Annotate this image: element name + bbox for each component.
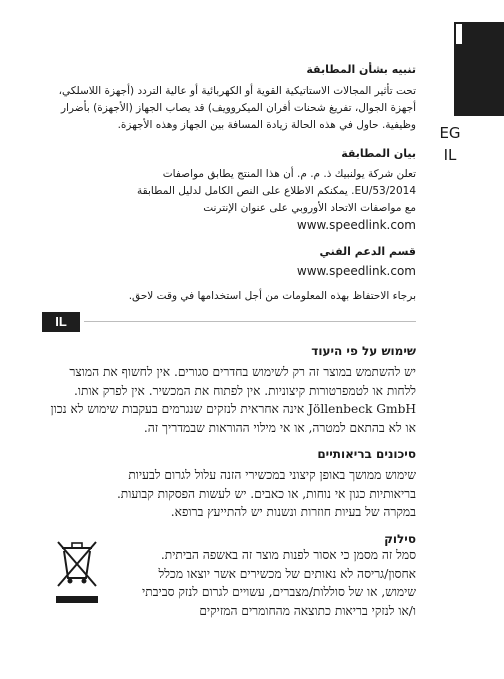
intended-use-line: Jöllenbeck GmbH אינה אחראית לנזקים שנגרמים בעקבות שימוש לא נכון — [50, 402, 416, 416]
crossed-out-bin-icon — [40, 536, 114, 634]
intended-use-line: יש להשתמש במוצר זה רק לשימוש בחדרים סגורים. אין לחשוף את המוצר — [69, 365, 416, 379]
warning-heading: تنبيه بشأن المطابقة — [306, 63, 416, 76]
intended-use-line: ללחות או לטמפרטורות קיצוניות. אין לפתוח את המכשיר. אין לפרק אותו. — [74, 383, 416, 398]
conformity-line: 53/2014/EU. يمكنكم الاطلاع على النص الكامل لدليل المطابقة — [137, 185, 416, 197]
language-code-il: IL — [443, 146, 457, 164]
warning-line: تحت تأثير المجالات الاستاتيكية القوية أو الكهربائية أو عالية التردد (أجهزة اللاسلكي، — [58, 85, 416, 97]
disposal-line: אחסון/גריסה לא נאותים של מכשירים אשר יוצאו מכלל — [158, 566, 416, 581]
conformity-heading: بيان المطابقة — [341, 147, 416, 160]
health-line: בריאותיות כגון אי נוחות, או כאבים. יש לעשות הפסקות קבועות. — [116, 486, 416, 501]
language-codes — [428, 122, 472, 166]
warning-line: أجهزة الجوال، تفريغ شحنات أفران الميكروويف) قد يصاب الجهاز (الأجهزة) بأضرار — [60, 102, 416, 114]
section-divider — [84, 321, 416, 322]
conformity-line: مع مواصفات الاتحاد الأوروبي على عنوان الإنترنت — [203, 202, 416, 214]
support-heading: قسم الدعم الفني — [319, 245, 416, 258]
health-line: במקרה של בעיות חוזרות ונשנות יש להתייעץ ברופא. — [170, 505, 416, 519]
disposal-heading: סילוק — [384, 531, 416, 546]
intended-use-heading: שימוש על פי היעוד — [311, 344, 416, 358]
hebrew-section-badge: IL — [42, 312, 80, 332]
health-heading: סיכונים בריאותיים — [317, 447, 416, 461]
health-line: שימוש ממושך באופן קיצוני במכשירי הזנה עלול לגרום לבעיות — [128, 468, 416, 482]
disposal-text — [120, 546, 416, 620]
disposal-line: שימוש, או של סוללות/מצברים, עשויים לגרום לנזק סביבתי — [142, 585, 416, 599]
hebrew-section — [40, 342, 416, 548]
support-url: www.speedlink.com — [296, 264, 416, 278]
conformity-line: تعلن شركة يولنبيك ذ. م. م. أن هذا المنتج يطابق مواصفات — [162, 168, 416, 180]
conformity-url: www.speedlink.com — [296, 218, 416, 232]
retain-note: برجاء الاحتفاظ بهذه المعلومات من أجل استخدامها في وقت لاحق. — [128, 290, 416, 302]
warning-line: وظيفية. حاول في هذه الحالة زيادة المسافة بين الجهاز وهذه الأجهزة. — [117, 119, 416, 131]
intended-use-line: או לא בהתאם למטרה, או אי מילוי ההוראות שבמדריך זה. — [143, 420, 416, 435]
language-code-eg: EG — [439, 124, 461, 142]
arabic-section — [40, 62, 416, 305]
disposal-line: סמל זה מסמן כי אסור לפנות מוצר זה באשפה הביתית. — [160, 548, 416, 562]
language-tab-notch — [456, 24, 462, 44]
disposal-line: ו/או לנזקי בריאות כתוצאה מהחומרים המזיקים — [199, 603, 416, 618]
